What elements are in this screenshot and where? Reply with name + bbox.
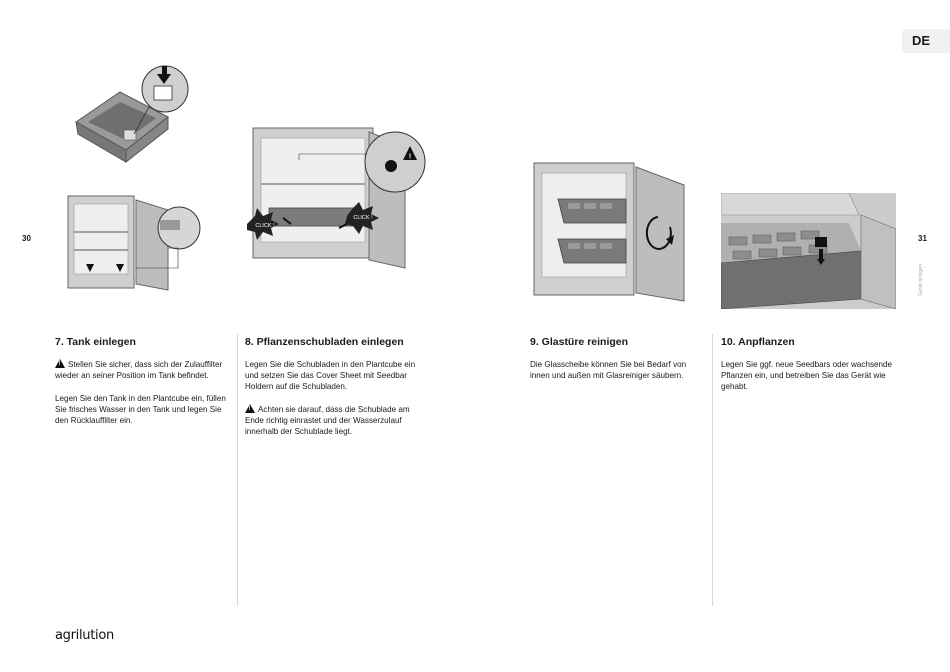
planting-illustration [721,193,896,309]
section-drawers [245,336,421,449]
section-paragraph: Die Glasscheibe können Sie bei Bedarf von innen und außen mit Glasreiniger säubern. [530,360,687,380]
column-divider-1 [237,334,238,606]
warning-icon [55,359,65,368]
glass-door-illustration [528,155,690,305]
section-paragraph: Legen Sie ggf. neue Seedbars oder wachsende Pflanzen ein, und betreiben Sie das Gerät wie gehabt. [721,360,892,391]
drawer-illustration [243,120,439,272]
section-paragraph: !Stellen Sie sicher, dass sich der Zulauffilter wieder an seiner Position im Tank befindet. [55,359,227,381]
section-paragraph: Legen Sie den Tank in den Plantcube ein, füllen Sie frisches Wasser in den Tank und legen Sie den Rücklauffilter ein. [55,394,226,425]
column-divider-2 [712,334,713,606]
section-title: 7. Tank einlegen [55,336,136,348]
tank-illustration [68,62,193,180]
page-number-left: 30 [22,234,31,243]
agrilution-logo: agrilution [55,628,114,643]
fridge-tank-illustration [64,192,204,296]
section-title: 10. Anpflanzen [721,336,795,348]
side-note: Gerät reinigen [918,264,924,296]
section-glass-door [530,336,695,393]
section-title: 8. Pflanzenschubladen einlegen [245,336,404,348]
svg-text:!: ! [408,153,412,161]
section-planting [721,336,901,404]
click-label-left: CLICK ! [255,223,275,229]
section-title: 9. Glastüre reinigen [530,336,629,348]
section-paragraph: Legen Sie die Schubladen in den Plantcube ein und setzen Sie das Cover Sheet mit Seedbar Holdern auf die Schubladen. [245,360,416,391]
language-tab: DE [902,29,950,53]
section-paragraph: !Achten sie darauf, dass die Schublade am Ende richtig einrastet und der Wasserzulauf innerhalb der Schublade liegt. [245,404,421,437]
section-tank [55,336,227,438]
warning-icon [245,404,255,413]
click-label-right: CLICK ! [353,215,373,221]
page-number-right: 31 [918,234,927,243]
